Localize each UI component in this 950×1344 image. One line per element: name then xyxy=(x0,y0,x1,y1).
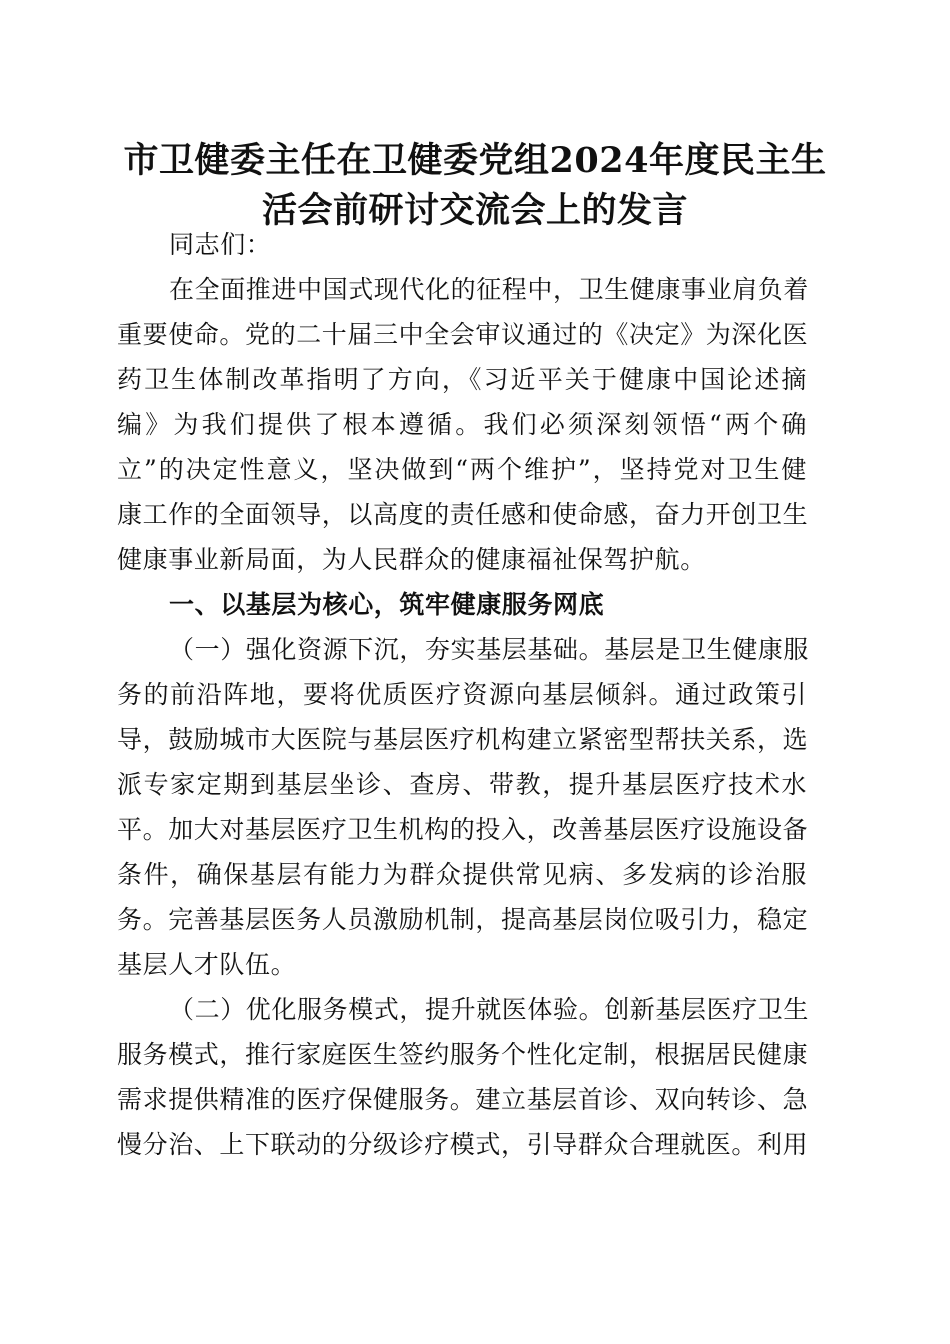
body-line: 条件，确保基层有能力为群众提供常见病、多发病的诊治服 xyxy=(117,860,807,889)
title-line-2: 活会前研讨交流会上的发言 xyxy=(261,190,688,231)
body-line: 基层人才队伍。 xyxy=(117,950,297,979)
body-line: 立”的决定性意义，坚决做到“两个维护”，坚持党对卫生健 xyxy=(117,455,807,484)
body-line: 健康事业新局面，为人民群众的健康福祉保驾护航。 xyxy=(117,545,706,574)
body-line: 平。加大对基层医疗卫生机构的投入，改善基层医疗设施设备 xyxy=(117,815,809,844)
body-line: 在全面推进中国式现代化的征程中，卫生健康事业肩负着 xyxy=(169,275,810,304)
section-heading: 一、以基层为核心，筑牢健康服务网底 xyxy=(169,590,605,619)
body-line: 药卫生体制改革指明了方向，《习近平关于健康中国论述摘 xyxy=(117,365,807,394)
body-line: （一）强化资源下沉，夯实基层基础。基层是卫生健康服 xyxy=(169,635,810,664)
document-body xyxy=(117,222,810,1167)
body-line: 需求提供精准的医疗保健服务。建立基层首诊、双向转诊、急 xyxy=(117,1085,809,1114)
body-line: 服务模式，推行家庭医生签约服务个性化定制，根据居民健康 xyxy=(117,1040,809,1069)
body-line: 编》为我们提供了根本遵循。我们必须深刻领悟“两个确 xyxy=(117,410,807,439)
body-line: 导，鼓励城市大医院与基层医疗机构建立紧密型帮扶关系，选 xyxy=(117,725,809,754)
salutation: 同志们： xyxy=(169,230,272,259)
body-line: 慢分治、上下联动的分级诊疗模式，引导群众合理就医。利用 xyxy=(117,1130,809,1159)
body-line: 派专家定期到基层坐诊、查房、带教，提升基层医疗技术水 xyxy=(117,770,807,799)
body-line: 务。完善基层医务人员激励机制，提高基层岗位吸引力，稳定 xyxy=(117,905,809,934)
body-line: （二）优化服务模式，提升就医体验。创新基层医疗卫生 xyxy=(169,995,810,1024)
body-line: 重要使命。党的二十届三中全会审议通过的《决定》为深化医 xyxy=(117,320,809,349)
paragraph-lines xyxy=(117,267,810,1167)
document-title xyxy=(120,136,830,236)
title-line-1: 市卫健委主任在卫健委党组2024年度民主生 xyxy=(123,140,827,181)
body-line: 务的前沿阵地，要将优质医疗资源向基层倾斜。通过政策引 xyxy=(117,680,807,709)
body-line: 康工作的全面领导，以高度的责任感和使命感，奋力开创卫生 xyxy=(117,500,809,529)
